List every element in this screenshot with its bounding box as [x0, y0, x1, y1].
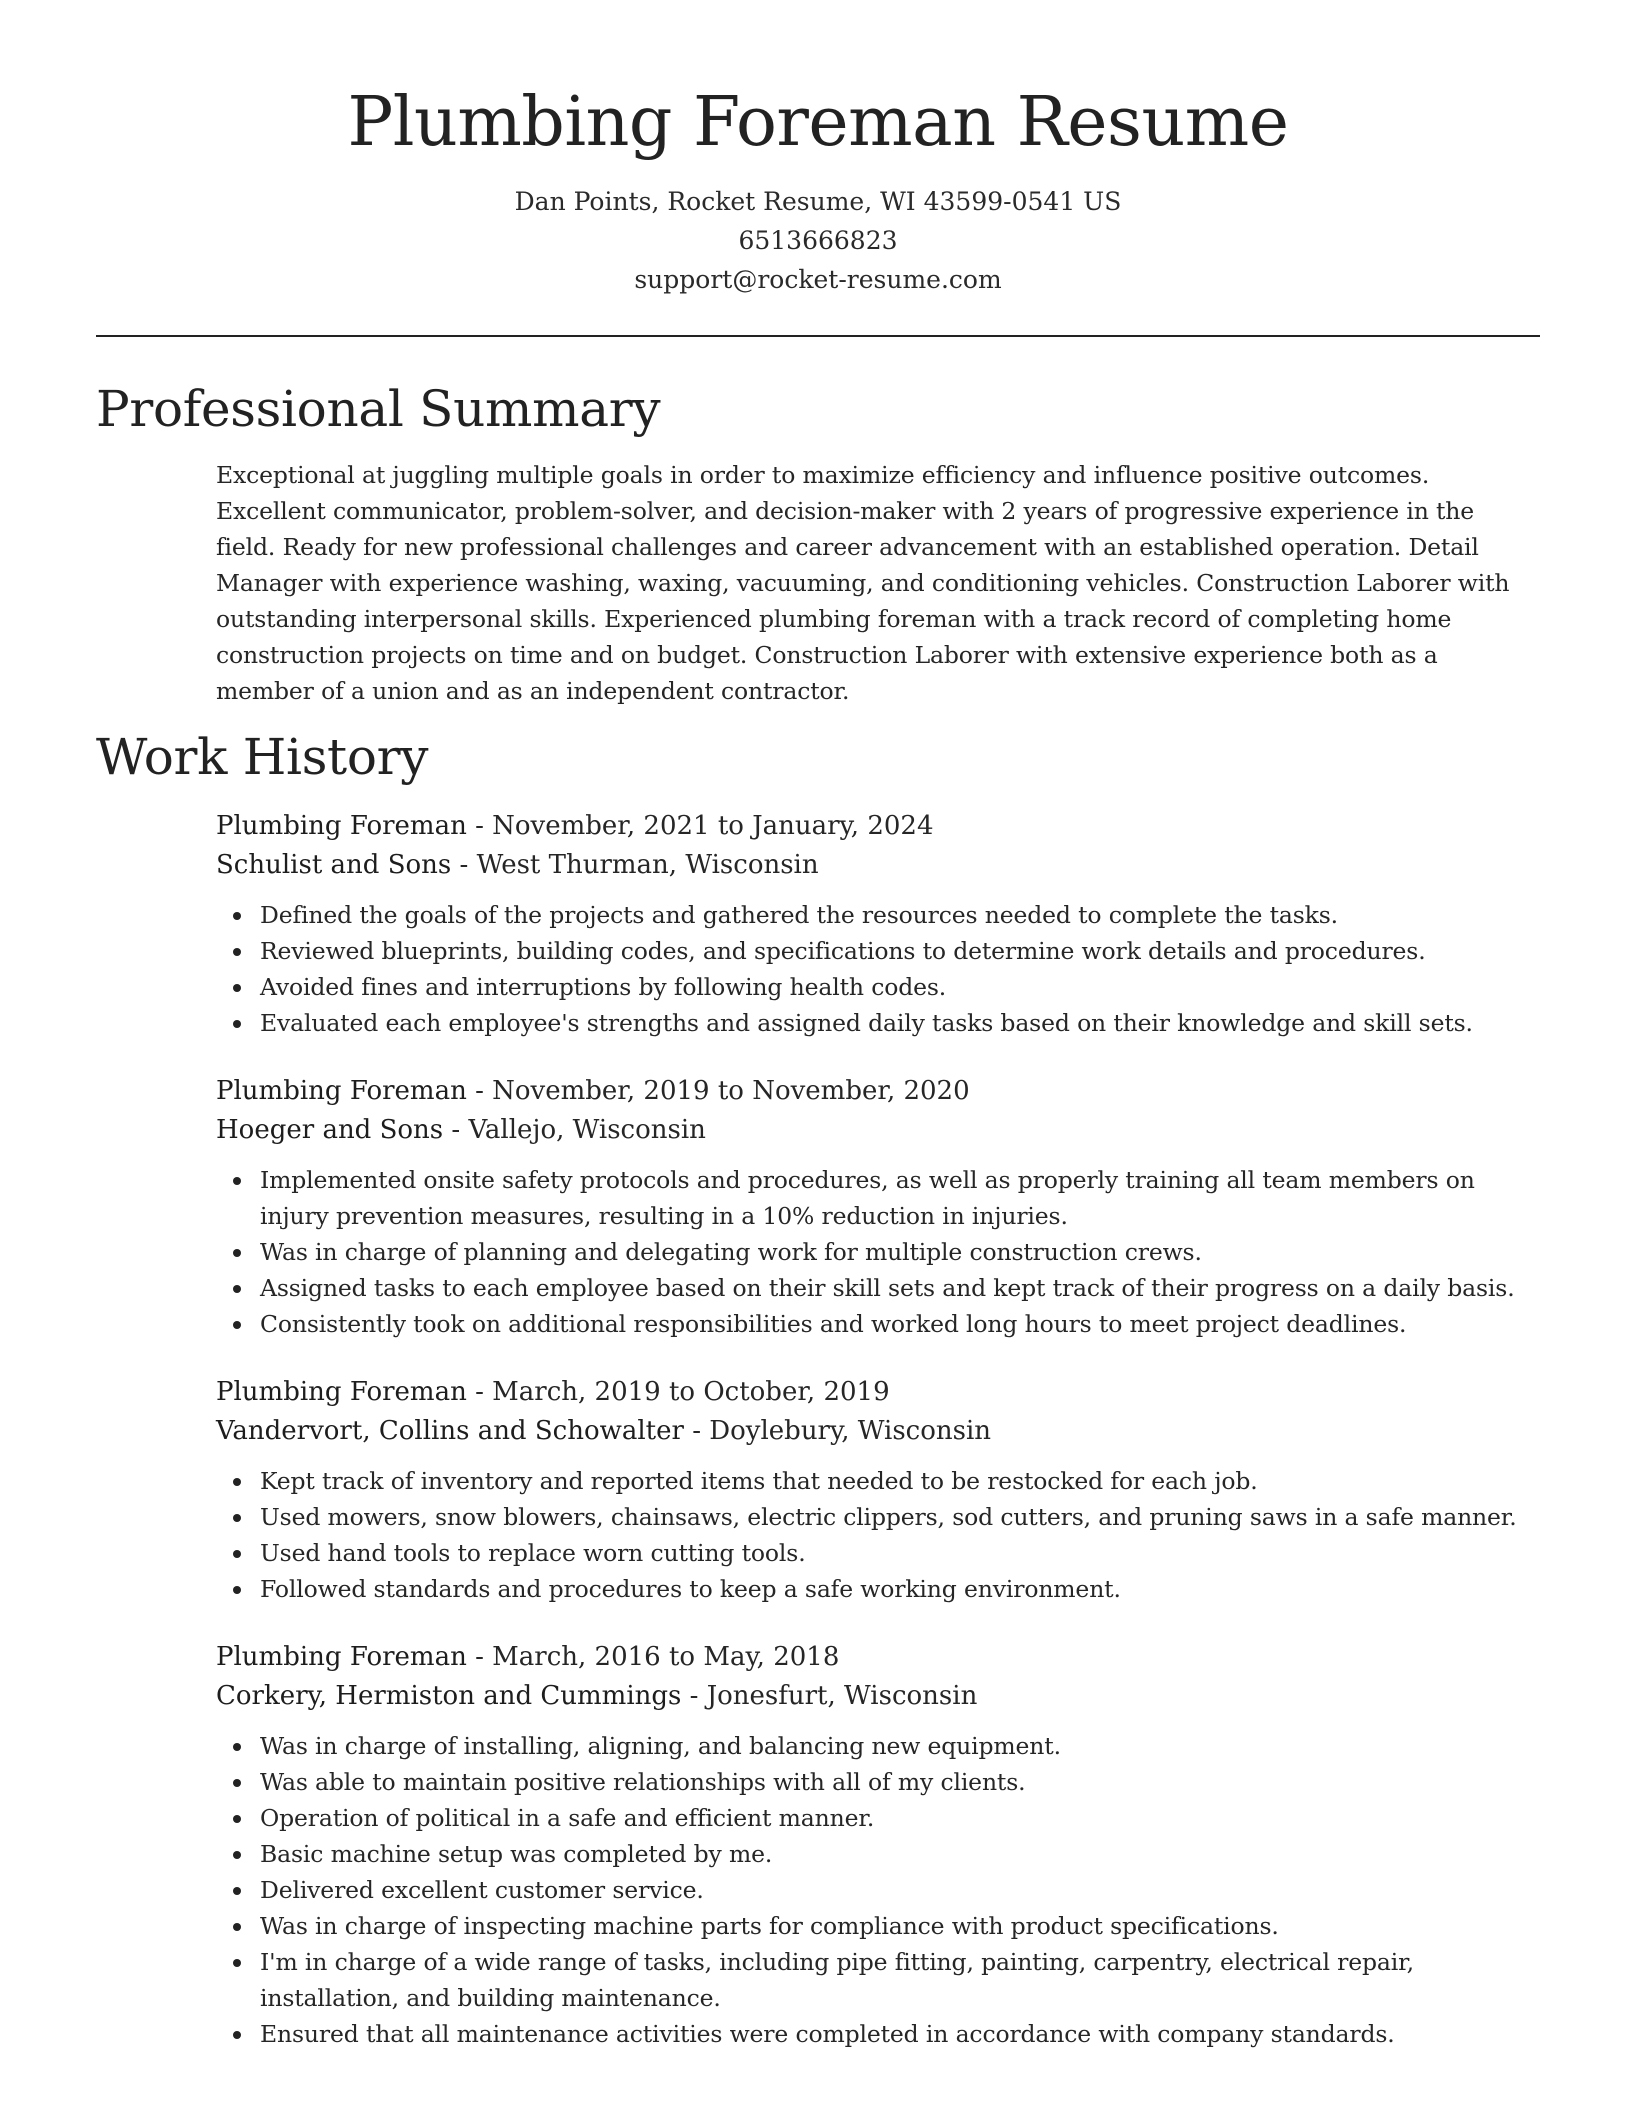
job-entry: [216, 1072, 1540, 1342]
job-title-line: Plumbing Foreman - November, 2019 to November, 2020: [216, 1075, 970, 1106]
job-bullets: [216, 897, 1540, 1041]
job-company-line: Schulist and Sons - West Thurman, Wisconsin: [216, 849, 819, 880]
job-title-line: Plumbing Foreman - March, 2016 to May, 2018: [216, 1641, 840, 1672]
contact-address: Dan Points, Rocket Resume, WI 43599-0541 US: [514, 186, 1122, 216]
job-title: Plumbing Foreman: [216, 1075, 467, 1106]
job-bullet: Was in charge of planning and delegating work for multiple construction crews.: [260, 1234, 1540, 1270]
job-location: West Thurman, Wisconsin: [476, 849, 819, 880]
job-company-line: Corkery, Hermiston and Cummings - Jonesfurt, Wisconsin: [216, 1680, 978, 1711]
job-entry: [216, 807, 1540, 1041]
job-bullet: Implemented onsite safety protocols and procedures, as well as properly training all team members on injury prevention measures, resulting in a 10% reduction in injuries.: [260, 1162, 1540, 1234]
job-bullets: [216, 1728, 1540, 2052]
job-bullet: Was in charge of installing, aligning, and balancing new equipment.: [260, 1728, 1540, 1764]
job-bullets: [216, 1162, 1540, 1342]
job-title-line: Plumbing Foreman - November, 2021 to January, 2024: [216, 810, 934, 841]
job-bullets: [216, 1463, 1540, 1607]
job-title: Plumbing Foreman: [216, 1641, 467, 1672]
job-bullet: I'm in charge of a wide range of tasks, including pipe fitting, painting, carpentry, electrical repair, installation, and building maintenance.: [260, 1944, 1540, 2016]
job-bullet: Defined the goals of the projects and gathered the resources needed to complete the tasks.: [260, 897, 1540, 933]
job-bullet: Assigned tasks to each employee based on their skill sets and kept track of their progress on a daily basis.: [260, 1270, 1540, 1306]
job-bullet: Consistently took on additional responsibilities and worked long hours to meet project deadlines.: [260, 1306, 1540, 1342]
job-location: Jonesfurt, Wisconsin: [706, 1680, 978, 1711]
job-entry: [216, 1373, 1540, 1607]
summary-heading: Professional Summary: [96, 379, 661, 438]
job-bullet: Evaluated each employee's strengths and assigned daily tasks based on their knowledge and skill sets.: [260, 1005, 1540, 1041]
job-bullet: Ensured that all maintenance activities were completed in accordance with company standards.: [260, 2016, 1540, 2052]
job-company-line: Hoeger and Sons - Vallejo, Wisconsin: [216, 1114, 706, 1145]
resume-title: Plumbing Foreman Resume: [347, 83, 1289, 162]
work-history-heading: Work History: [96, 727, 429, 786]
job-bullet: Used hand tools to replace worn cutting tools.: [260, 1535, 1540, 1571]
job-bullet: Was in charge of inspecting machine parts for compliance with product specifications.: [260, 1908, 1540, 1944]
job-bullet: Kept track of inventory and reported items that needed to be restocked for each job.: [260, 1463, 1540, 1499]
job-entry: [216, 1638, 1540, 2052]
job-location: Doylebury, Wisconsin: [709, 1415, 992, 1446]
resume-page: [96, 0, 1540, 2052]
job-location: Vallejo, Wisconsin: [468, 1114, 706, 1145]
job-dates: March, 2016 to May, 2018: [492, 1641, 840, 1672]
job-company: Schulist and Sons: [216, 849, 452, 880]
job-bullet: Used mowers, snow blowers, chainsaws, electric clippers, sod cutters, and pruning saws in a safe manner.: [260, 1499, 1540, 1535]
job-company-line: Vandervort, Collins and Schowalter - Doylebury, Wisconsin: [216, 1415, 992, 1446]
job-title-line: Plumbing Foreman - March, 2019 to October, 2019: [216, 1376, 890, 1407]
contact-email: support@rocket-resume.com: [634, 264, 1002, 294]
summary-text: Exceptional at juggling multiple goals in order to maximize efficiency and influence positive outcomes. Excellent communicator, problem-solver, and decision-maker with 2 years of progressive experience in the field. Ready for new professional challenges and career advancement with an established operation. Detail Manager with experience washing, waxing, vacuuming, and conditioning vehicles. Construction Laborer with outstanding interpersonal skills. Experienced plumbing foreman with a track record of completing home construction projects on time and on budget. Construction Laborer with extensive experience both as a member of a union and as an independent contractor.: [216, 460, 1510, 705]
job-title: Plumbing Foreman: [216, 1376, 467, 1407]
contact-phone: 6513666823: [738, 225, 898, 255]
job-company: Vandervort, Collins and Schowalter: [216, 1415, 684, 1446]
job-bullet: Operation of political in a safe and efficient manner.: [260, 1800, 1540, 1836]
job-bullet: Followed standards and procedures to keep a safe working environment.: [260, 1571, 1540, 1607]
job-bullet: Was able to maintain positive relationships with all of my clients.: [260, 1764, 1540, 1800]
job-bullet: Basic machine setup was completed by me.: [260, 1836, 1540, 1872]
header-divider: [96, 335, 1540, 337]
job-bullet: Avoided fines and interruptions by following health codes.: [260, 969, 1540, 1005]
job-bullet: Reviewed blueprints, building codes, and specifications to determine work details and procedures.: [260, 933, 1540, 969]
job-dates: March, 2019 to October, 2019: [492, 1376, 890, 1407]
job-company: Corkery, Hermiston and Cummings: [216, 1680, 682, 1711]
job-company: Hoeger and Sons: [216, 1114, 444, 1145]
job-title: Plumbing Foreman: [216, 810, 467, 841]
job-dates: November, 2019 to November, 2020: [492, 1075, 970, 1106]
job-dates: November, 2021 to January, 2024: [492, 810, 934, 841]
contact-block: [96, 182, 1540, 299]
job-bullet: Delivered excellent customer service.: [260, 1872, 1540, 1908]
